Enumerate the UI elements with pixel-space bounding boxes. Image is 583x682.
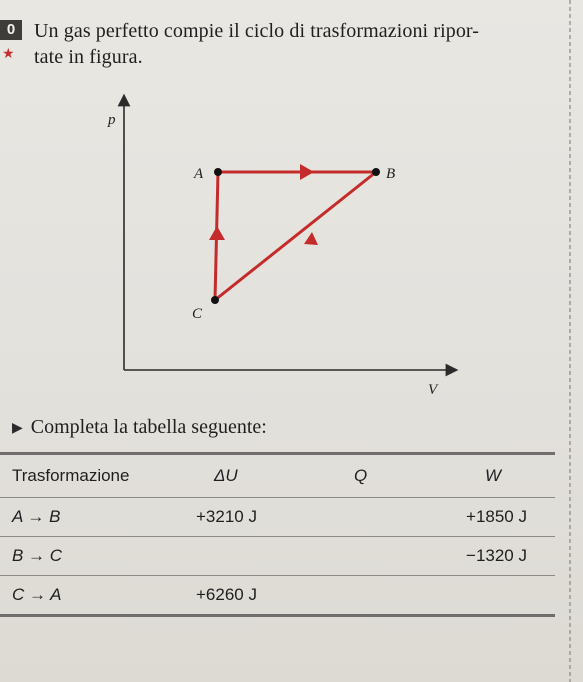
point-b-label: B bbox=[386, 166, 396, 182]
arrow-c-a bbox=[209, 226, 225, 240]
table-bottom-rule bbox=[0, 614, 555, 617]
header-delta-u: ΔU bbox=[214, 466, 238, 485]
segment-b-c bbox=[215, 172, 376, 300]
problem-line-2: tate in figura. bbox=[34, 46, 143, 68]
exercise-number: 0 bbox=[0, 20, 22, 40]
row-delta-u: +3210 J bbox=[196, 507, 257, 526]
instruction bbox=[12, 416, 267, 439]
row-w: −1320 J bbox=[466, 546, 527, 565]
row-transformation: C → A bbox=[12, 585, 62, 604]
bullet-triangle-icon: ▶ bbox=[12, 419, 23, 436]
header-trasformazione: Trasformazione bbox=[12, 466, 130, 485]
problem-line-1: Un gas perfetto compie il ciclo di trasformazioni ripor- bbox=[34, 20, 480, 42]
point-a-label: A bbox=[194, 166, 204, 182]
instruction-text: Completa la tabella seguente: bbox=[30, 416, 267, 438]
table-row bbox=[0, 576, 555, 614]
difficulty-star-icon: ★ bbox=[2, 46, 15, 62]
point-b bbox=[372, 168, 380, 176]
table-row bbox=[0, 498, 555, 536]
header-w: W bbox=[484, 466, 501, 485]
cycle-path bbox=[215, 172, 376, 300]
table-row bbox=[0, 537, 555, 575]
row-delta-u: +6260 J bbox=[196, 585, 257, 604]
x-axis-label: V bbox=[428, 382, 438, 398]
point-c bbox=[211, 296, 219, 304]
data-table bbox=[0, 452, 555, 617]
row-transformation: A → B bbox=[12, 507, 61, 526]
point-a bbox=[214, 168, 222, 176]
arrow-b-c bbox=[304, 232, 318, 245]
row-transformation: B → C bbox=[12, 546, 63, 565]
point-c-label: C bbox=[192, 306, 203, 322]
row-w: +1850 J bbox=[466, 507, 527, 526]
arrow-a-b bbox=[300, 164, 314, 180]
y-axis-label: p bbox=[108, 112, 116, 128]
header-q: Q bbox=[354, 466, 368, 485]
table-header-row bbox=[0, 455, 555, 497]
